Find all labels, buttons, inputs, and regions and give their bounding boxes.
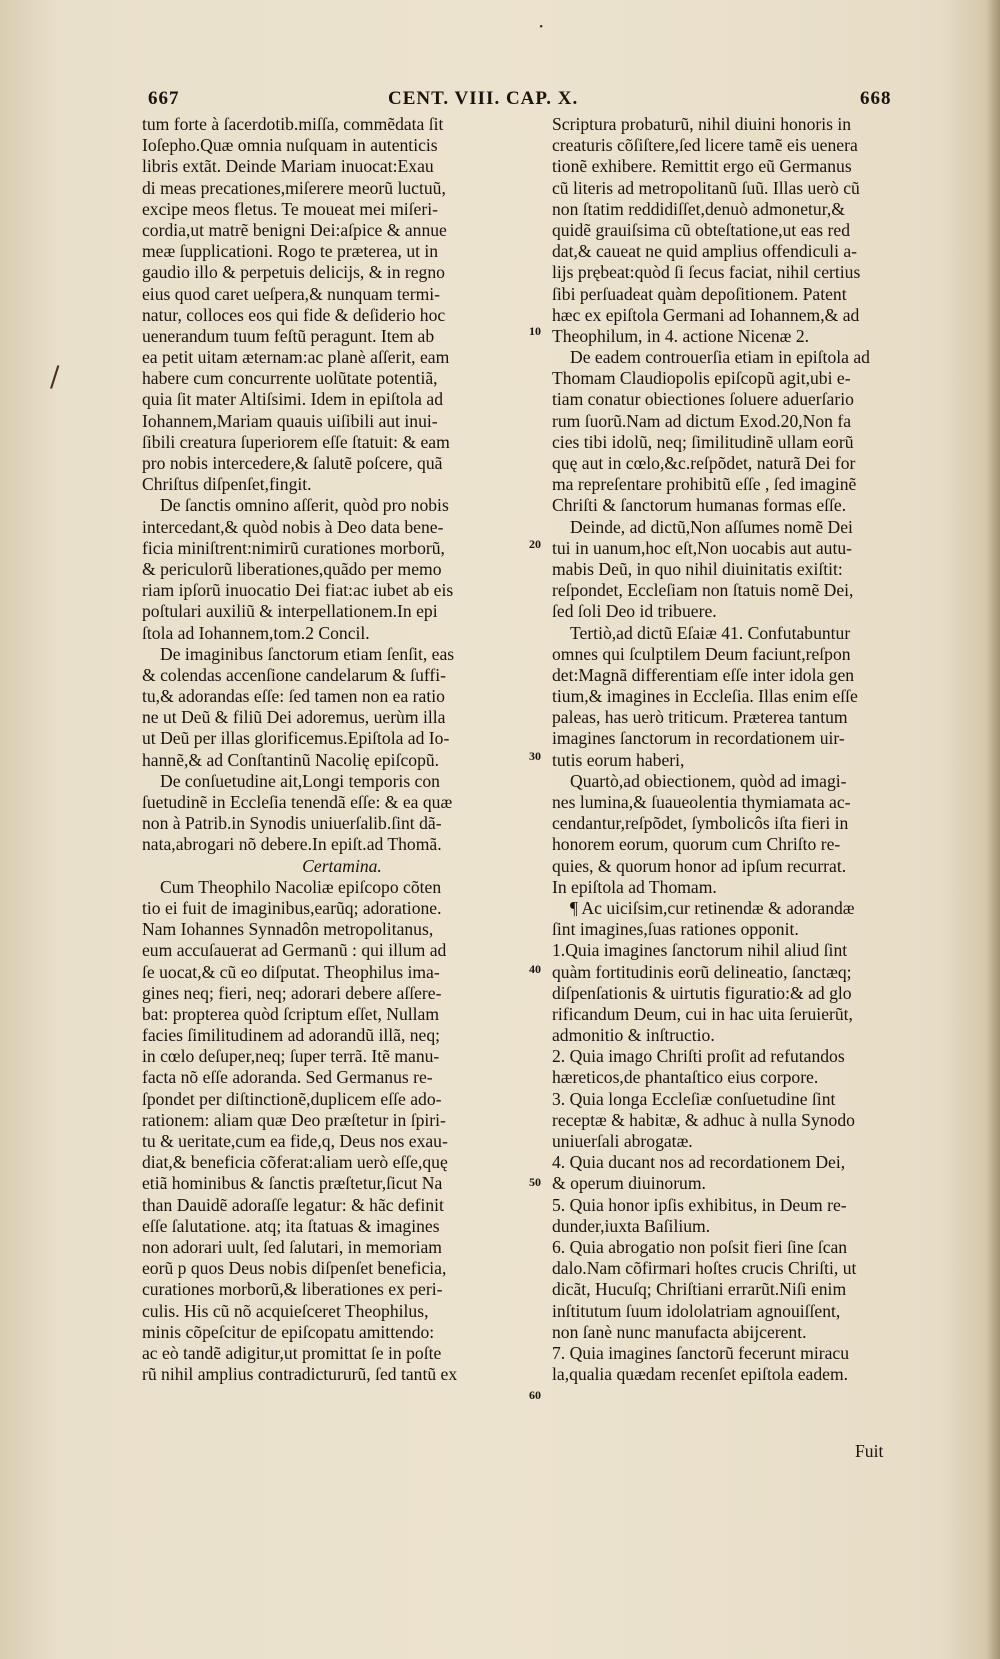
left-column-line: tu,& adorandas eſſe: ſed tamen non ea ratio xyxy=(142,686,445,707)
left-column-line: ſe uocat,& cũ eo diſputat. Theophilus ima- xyxy=(142,961,440,982)
left-column-line: ſibili creatura ſuperiorem eſſe ſtatuit: & eam xyxy=(142,431,450,452)
left-column-line: libris extãt. Deinde Mariam inuocat:Exau xyxy=(142,156,434,177)
left-column-line: gines neq; fieri, neq; adorari debere aſſere- xyxy=(142,982,442,1003)
right-column-line: rum ſuorũ.Nam ad dictum Exod.20,Non fa xyxy=(552,410,852,431)
left-column-line: ne ut Deũ & filiũ Dei adoremus, uerùm illa xyxy=(142,707,446,728)
left-column-line: De conſuetudine ait,Longi temporis con xyxy=(160,770,440,791)
line-number-30: 30 xyxy=(529,749,541,763)
left-column-line: riam ipſorũ inuocatio Dei fiat:ac iubet ab eis xyxy=(142,580,454,601)
left-column-line: & colendas accenſione candelarum & ſuffi- xyxy=(142,664,447,685)
right-column-line: Theophilum, in 4. actione Nicenæ 2. xyxy=(552,325,810,346)
catchword: Fuit xyxy=(855,1441,884,1461)
left-column-line: poſtulari auxiliũ & interpellationem.In epi xyxy=(142,601,438,622)
running-header xyxy=(0,88,1000,114)
left-column-line: hannẽ,& ad Conſtantinũ Nacolię epiſcopũ. xyxy=(142,749,440,770)
line-number-20: 20 xyxy=(529,537,541,551)
right-column-line: rificandum Deum, cui in hac uita ſeruierũt, xyxy=(552,1003,853,1024)
right-column-line: Scriptura probaturũ, nihil diuini honoris in xyxy=(552,114,852,134)
left-column-line: ac eò tandẽ adigitur,ut promittat ſe in poſte xyxy=(142,1342,442,1363)
left-column xyxy=(142,114,542,1385)
right-column-line: Quartò,ad obiectionem, quòd ad imagi- xyxy=(570,770,847,791)
left-column-line: ſuetudinẽ in Eccleſia tenendã eſſe: & ea quæ xyxy=(142,792,453,812)
left-column-line: non adorari uult, ſed ſalutari, in memoriam xyxy=(142,1236,442,1257)
right-column-line: cendantur,reſpõdet, ſymbolicôs iſta fieri in xyxy=(552,813,849,834)
left-column-line: bat: propterea quòd ſcriptum eſſet, Nullam xyxy=(142,1003,440,1024)
right-column-line: receptæ & habitæ, & adhuc à nulla Synodo xyxy=(552,1109,855,1130)
right-column-line: tiam conatur obiectiones ſoluere aduerſario xyxy=(552,389,854,410)
right-column-line: ſed ſoli Deo id tribuere. xyxy=(552,601,717,622)
left-column-line: intercedant,& quòd nobis à Deo data bene- xyxy=(142,516,444,537)
running-title: CENT. VIII. CAP. X. xyxy=(388,88,579,109)
right-column-line: Deinde, ad dictũ,Non aſſumes nomẽ Dei xyxy=(570,516,853,537)
left-column-line: ficia miniſtrent:nimirũ curationes morborũ, xyxy=(142,537,445,558)
right-column-line: ſint imagines,ſuas rationes opponit. xyxy=(552,919,799,940)
right-column-line: dunder,iuxta Baſilium. xyxy=(552,1215,711,1236)
right-column-line: 7. Quia imagines ſanctorũ fecerunt miracu xyxy=(552,1342,850,1363)
right-column-line: det:Magnã differentiam eſſe inter idola gen xyxy=(552,664,855,685)
right-column-line: admonitio & inſtructio. xyxy=(552,1025,715,1046)
right-column-line: 4. Quia ducant nos ad recordationem Dei, xyxy=(552,1152,846,1173)
right-column-line: ¶ Ac uiciſsim,cur retinendæ & adorandæ xyxy=(570,897,855,918)
left-column-line: tio ei fuit de imaginibus,earũq; adoratione. xyxy=(142,897,442,918)
right-column-line: dalo.Nam cõfirmari hoſtes crucis Chriſti, ut xyxy=(552,1258,857,1279)
left-column-line: habere cum concurrente uolũtate potentiã, xyxy=(142,368,438,389)
right-column-line: non ſtatim reddidiſſet,denuò admonetur,& xyxy=(552,198,845,219)
right-column-line: hæreticos,de phantaſtico eius corpore. xyxy=(552,1067,819,1088)
left-column-line: Ioſepho.Quæ omnia nuſquam in autenticis xyxy=(142,135,438,156)
right-column-line: De eadem controuerſia etiam in epiſtola ad xyxy=(570,347,870,368)
left-column-line: Certamina. xyxy=(302,855,382,876)
page-number-left: 667 xyxy=(148,88,180,109)
left-column-line: eorũ p quos Deus nobis diſpenſet beneficia, xyxy=(142,1258,447,1279)
right-column-line: 1.Quia imagines ſanctorum nihil aliud ſint xyxy=(552,940,848,961)
right-column-line: omnes qui ſculptilem Deum faciunt,reſpon xyxy=(552,643,851,664)
page-number-right: 668 xyxy=(860,88,892,109)
right-column-line: 6. Quia abrogatio non poſsit fieri ſine ſcan xyxy=(552,1236,848,1257)
left-column-line: rationem: aliam quæ Deo præſtetur in ſpiri- xyxy=(142,1109,446,1130)
left-column-line: quia ſit mater Altiſsimi. Idem in epiſtola ad xyxy=(142,389,443,410)
right-column xyxy=(552,114,910,1385)
right-column-line: honorem eorum, quorum cum Chriſto re- xyxy=(552,834,841,855)
left-column-line: cordia,ut matrẽ benigni Dei:aſpice & annue xyxy=(142,219,447,240)
right-column-line: Tertiò,ad dictũ Eſaiæ 41. Confutabuntur xyxy=(570,622,851,643)
left-column-line: rũ nihil amplius contradictururũ, ſed tantũ ex xyxy=(142,1364,458,1385)
right-column-line: nes lumina,& ſuaueolentia thymiamata ac- xyxy=(552,792,851,812)
right-column-line: inſtitutum ſuum idololatriam agnouiſſent, xyxy=(552,1300,841,1321)
right-column-line: quę aut in cœlo,&c.reſpõdet, naturã Dei for xyxy=(552,453,856,473)
left-column-line: & periculorũ liberationes,quãdo per memo xyxy=(142,558,442,579)
left-column-line: meæ ſupplicationi. Rogo te præterea, ut in xyxy=(142,241,439,262)
left-column-line: facies ſimilitudinem ad adorandũ illã, neq; xyxy=(142,1025,441,1046)
left-column-line: Nam Iohannes Synnadôn metropolitanus, xyxy=(142,919,434,940)
left-column-line: minis cõpeſcitur de epiſcopatu amittendo: xyxy=(142,1321,435,1342)
left-column-line: ſpondet per diſtinctionẽ,duplicem eſſe ado- xyxy=(142,1088,442,1109)
right-column-line: Chriſti & ſanctorum humanas formas eſſe. xyxy=(552,495,847,516)
right-column-line: creaturis cõſiſtere,ſed licere tamẽ eis uenera xyxy=(552,135,858,156)
left-column-line: natur, colloces eos qui fide & deſiderio hoc xyxy=(142,304,446,325)
right-column-line: & operum diuinorum. xyxy=(552,1173,706,1194)
right-column-line: 5. Quia honor ipſis exhibitus, in Deum re- xyxy=(552,1194,847,1215)
left-column-line: Iohannem,Mariam quauis uiſibili aut inui- xyxy=(142,410,438,431)
right-column-line: tutis eorum haberi, xyxy=(552,749,685,770)
left-column-line: facta nõ eſſe adoranda. Sed Germanus re- xyxy=(142,1067,433,1088)
right-column-line: mabis Deũ, in quo nihil diuinitatis exiſtit: xyxy=(552,558,843,579)
left-column-line: non à Patrib.in Synodis uniuerſalib.ſint dã- xyxy=(142,813,442,834)
left-column-line: culis. His cũ nõ acquieſceret Theophilus, xyxy=(142,1300,429,1321)
ink-speck: · xyxy=(538,14,545,38)
left-column-line: ea petit uitam æternam:ac planè aſſerit, eam xyxy=(142,347,450,368)
line-number-10: 10 xyxy=(529,324,541,338)
margin-mark: / xyxy=(50,360,60,393)
right-column-line: 2. Quia imago Chriſti proſit ad refutandos xyxy=(552,1046,845,1067)
right-column-line: paleas, has uerò triticum. Præterea tantum xyxy=(552,707,848,728)
left-column-line: in cœlo deſuper,neq; ſuper terrã. Itẽ manu- xyxy=(142,1046,440,1067)
right-column-line: cies tibi idolũ, neq; ſimilitudinẽ ullam eorũ xyxy=(552,431,854,452)
left-column-line: excipe meos fletus. Te moueat mei miſeri- xyxy=(142,198,438,219)
left-column-line: De imaginibus ſanctorum etiam ſenſit, eas xyxy=(160,643,455,664)
right-column-line: ſibi perſuadeat quàm depoſitionem. Patent xyxy=(552,283,847,304)
right-column-line: tium,& imagines in Eccleſia. Illas enim eſſe xyxy=(552,686,858,707)
left-column-line: than Dauidẽ adoraſſe legatur: & hãc definit xyxy=(142,1194,444,1215)
right-column-line: la,qualia quædam recenſet epiſtola eadem. xyxy=(552,1364,849,1385)
right-column-line: uniuerſali abrogatæ. xyxy=(552,1131,693,1151)
right-column-line: In epiſtola ad Thomam. xyxy=(552,876,717,897)
left-column-line: Cum Theophilo Nacoliæ epiſcopo cõten xyxy=(160,876,442,897)
left-column-line: curationes morborũ,& liberationes ex peri- xyxy=(142,1279,443,1300)
right-column-line: cũ literis ad metropolitanũ ſuũ. Illas uerò cũ xyxy=(552,177,860,198)
left-column-line: eius quod caret ueſpera,& nunquam termi- xyxy=(142,283,441,304)
right-column-line: hæc ex epiſtola Germani ad Iohannem,& ad xyxy=(552,304,860,325)
right-column-line: quidẽ grauiſsima cũ obteſtatione,ut eas red xyxy=(552,219,851,240)
right-column-line: reſpondet, Eccleſiam non ſtatuis nomẽ Dei, xyxy=(552,580,854,601)
line-number-40: 40 xyxy=(529,962,541,976)
left-column-line: pro nobis intercedere,& ſalutẽ poſcere, quã xyxy=(142,453,443,473)
page-edge-shadow xyxy=(986,0,1000,1659)
right-column-line: Thomam Claudiopolis epiſcopũ agit,ubi e- xyxy=(552,368,851,389)
right-column-line: dat,& caueat ne quid amplius offendiculi a- xyxy=(552,241,858,262)
right-column-line: tionẽ exhibere. Remittit ergo eũ Germanus xyxy=(552,156,852,177)
left-column-line: De ſanctis omnino aſſerit, quòd pro nobis xyxy=(160,495,449,516)
left-column-line: Chriſtus diſpenſet,fingit. xyxy=(142,474,312,495)
left-column-line: tu & ueritate,cum ea fide,q, Deus nos exau- xyxy=(142,1131,448,1151)
left-column-line: di meas precationes,miſerere meorũ luctuũ, xyxy=(142,177,446,198)
left-column-line: diat,& beneficia cõferat:aliam uerò eſſe,quę xyxy=(142,1152,448,1173)
left-column-line: etiã hominibus & ſanctis præſtetur,ſicut Na xyxy=(142,1173,443,1194)
right-column-line: diſpenſationis & uirtutis figuratio:& ad glo xyxy=(552,982,852,1003)
left-column-line: eſſe ſalutatione. atq; ita ſtatuas & imagines xyxy=(142,1215,440,1236)
left-column-line: nata,abrogari nõ debere.In epiſt.ad Thomã. xyxy=(142,834,442,855)
left-column-line: uenerandum tuum feſtũ peragunt. Item ab xyxy=(142,325,435,346)
right-column-line: quies, & quorum honor ad ipſum recurrat. xyxy=(552,855,847,876)
left-column-line: eum accuſauerat ad Germanũ : qui illum ad xyxy=(142,940,447,961)
right-column-line: imagines ſanctorum in recordationem uir- xyxy=(552,728,845,749)
left-column-line: ut Deũ per illas glorificemus.Epiſtola ad Io- xyxy=(142,728,450,749)
right-column-line: ma repreſentare prohibitũ eſſe , ſed imaginẽ xyxy=(552,474,857,495)
right-column-line: 3. Quia longa Eccleſiæ conſuetudine ſint xyxy=(552,1088,836,1109)
left-column-line: ſtola ad Iohannem,tom.2 Concil. xyxy=(142,622,370,643)
right-column-line: quàm fortitudinis eorũ delineatio, ſanctæq; xyxy=(552,961,852,982)
right-column-line: lijs prębeat:quòd ſi ſecus faciat, nihil certius xyxy=(552,262,861,283)
left-column-line: gaudio illo & perpetuis delicijs, & in regno xyxy=(142,262,445,283)
line-number-50: 50 xyxy=(529,1175,541,1189)
left-column-line: tum forte à ſacerdotib.miſſa, commẽdata ſit xyxy=(142,114,444,134)
line-number-60: 60 xyxy=(529,1388,541,1402)
right-column-line: non ſanè nunc manufacta abijcerent. xyxy=(552,1321,807,1342)
right-column-line: tui in uanum,hoc eſt,Non uocabis aut autu- xyxy=(552,537,853,558)
right-column-line: dicãt, Hucuſq; Chriſtiani errarũt.Niſi enim xyxy=(552,1279,847,1300)
